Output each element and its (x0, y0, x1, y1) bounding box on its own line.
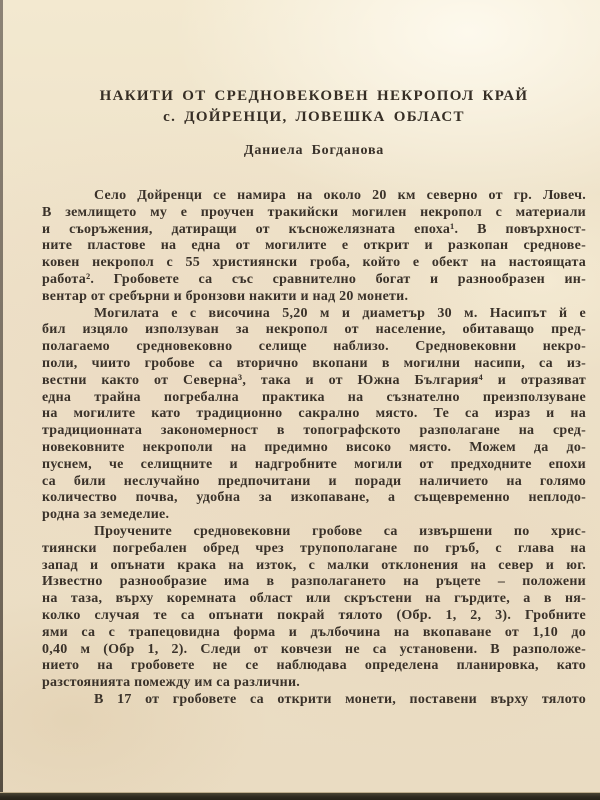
body-line: новековните некрополи на предимно високо място. Можем да до- (42, 439, 586, 455)
body-line: традиционната закономерност в топографското разполагане на сред- (42, 423, 586, 439)
body-line: ями са с трапецовидна форма и дълбочина на вкопаване от 1,10 до (42, 624, 586, 640)
body-line: запад и опънати крака на изток, с малки отклонения на север и юг. (42, 557, 586, 573)
body-line: 0,40 м (Обр 1, 2). Следи от ковчези не са установени. В разположе- (42, 641, 586, 657)
scan-bottom-edge (0, 792, 600, 800)
body-line: колко случая те са опънати покрай тялото (Обр. 1, 2, 3). Гробните (42, 607, 586, 623)
body-line: бил изцяло използуван за некропол от население, обитаващо пред- (42, 322, 586, 338)
body-line: вестни както от Северна³, така и от Южна България⁴ и отразяват (42, 372, 586, 388)
paragraph-1 (42, 188, 586, 306)
body-line: Село Дойренци се намира на около 20 км северно от гр. Ловеч. (94, 188, 586, 203)
body-line: тиянски погребален обред чрез трупополагане по гръб, с глава на (42, 540, 586, 556)
page-content (42, 0, 586, 709)
scan-left-edge (0, 0, 3, 800)
body-line: са били неслучайно предпочитани и поради наличието на голямо (42, 473, 586, 489)
body-line: количество почва, удобна за изкопаване, а същевременно неплодо- (42, 490, 586, 506)
body-line: родна за земеделие. (42, 507, 170, 523)
body-line: полагаемо средновековно селище наблизо. Средновековни некро- (42, 339, 586, 355)
body-line: на таза, върху коремната област или скръстени на гърдите, а в ня- (42, 591, 586, 607)
article-author: Даниела Богданова (243, 143, 385, 158)
body-line: поли, чиито гробове са вторично вкопани в могилни насипи, са из- (42, 355, 586, 371)
body-line: Известно разнообразие има в разполагането на ръцете – положени (42, 574, 586, 590)
article-title (42, 86, 586, 128)
body-line: В 17 от гробовете са открити монети, поставени върху тялото (94, 691, 586, 707)
body-line: разстоянията помежду им са различни. (42, 675, 301, 691)
body-line: В землището му е проучен тракийски могилен некропол с материали (42, 204, 586, 220)
body-line: работа². Гробовете са със сравнително богат и разнообразен ин- (42, 271, 586, 287)
body-line: Могилата е с височина 5,20 м и диаметър 30 м. Насипът й е (94, 305, 586, 321)
body-line: пуснем, че селищните и надгробните могили от предходните епохи (42, 456, 586, 472)
body-line: нието на гробовете не се наблюдава определена планировка, като (42, 658, 586, 674)
paragraph-3 (42, 524, 586, 692)
body-line: ните пластове на една от могилите е открит и разкопан среднове- (42, 238, 586, 254)
paragraph-4 (42, 692, 586, 709)
body-line: една трайна погребална практика на съзнателно преизползуване (42, 389, 586, 405)
body-line: на могилите като традиционно сакрално място. Те са израз и на (42, 406, 586, 422)
body-line: ковен некропол с 55 християнски гроба, който е обект на настоящата (42, 255, 586, 271)
article-title-line2: с. ДОЙРЕНЦИ, ЛОВЕШКА ОБЛАСТ (163, 109, 465, 125)
body-line: вентар от сребърни и бронзови накити и над 20 монети. (42, 288, 409, 304)
article-body (42, 188, 586, 709)
article-title-line1: НАКИТИ ОТ СРЕДНОВЕКОВЕН НЕКРОПОЛ КРАЙ (99, 88, 529, 104)
body-line: Проучените средновековни гробове са извършени по хрис- (94, 523, 586, 539)
paragraph-2 (42, 306, 586, 524)
body-line: и съоръжения, датиращи от късножелязната епоха¹. В повърхност- (42, 221, 586, 237)
